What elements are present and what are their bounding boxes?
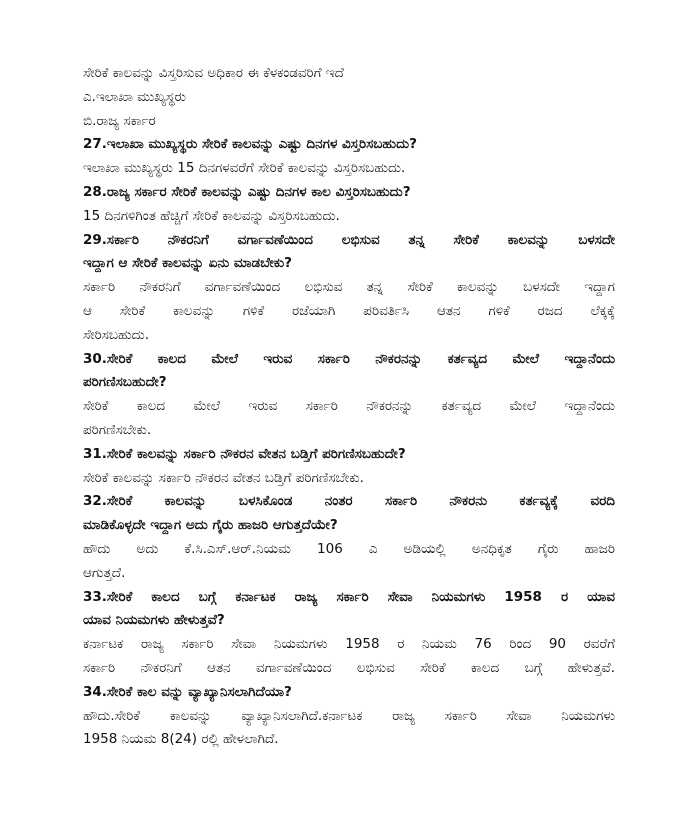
answer-line: ಎ.ಇಲಾಖಾ ಮುಖ್ಯಸ್ಥರು — [83, 88, 186, 105]
question-line: 28.ರಾಜ್ಯ ಸರ್ಕಾರ ಸೇರಿಕೆ ಕಾಲವನ್ನು ಎಷ್ಟು ದಿನಗಳ ಕಾಲ ವಿಸ್ತರಿಸಬಹುದು? — [83, 183, 411, 200]
question-line: 30.ಸೇರಿಕೆ ಕಾಲದ ಮೇಲೆ ಇರುವ ಸರ್ಕಾರಿ ನೌಕರನನ್ನು ಕರ್ತವ್ಯದ ಮೇಲೆ ಇದ್ದಾನೆಂದು — [83, 350, 615, 367]
question-line: 34.ಸೇರಿಕೆ ಕಾಲ ವನ್ನು ವ್ಯಾಖ್ಯಾನಿಸಲಾಗಿದೆಯಾ? — [83, 683, 292, 700]
question-line: ಇದ್ದಾಗ ಆ ಸೇರಿಕೆ ಕಾಲವನ್ನು ಏನು ಮಾಡಬೇಕು? — [83, 255, 292, 272]
answer-line: ಸೇರಿಕೆ ಕಾಲವನ್ನು ಸರ್ಕಾರಿ ನೌಕರನ ವೇತನ ಬಡ್ತಿಗೆ ಪರಿಗಣಿಸಬೇಕು. — [83, 469, 364, 486]
answer-line: ಪರಿಗಣಿಸಬೇಕು. — [83, 421, 152, 438]
answer-line: ಇಲಾಖಾ ಮುಖ್ಯಸ್ಥರು 15 ದಿನಗಳವರೆಗೆ ಸೇರಿಕೆ ಕಾಲವನ್ನು ವಿಸ್ತರಿಸಬಹುದು. — [83, 160, 406, 177]
question-line: ಪರಿಗಣಿಸಬಹುದೇ? — [83, 374, 167, 391]
question-line: ಮಾಡಿಕೊಳ್ಳದೇ ಇದ್ದಾಗ ಅದು ಗೈರು ಹಾಜರಿ ಆಗುತ್ತದೆಯೇ? — [83, 517, 338, 534]
question-line: 31.ಸೇರಿಕೆ ಕಾಲವನ್ನು ಸರ್ಕಾರಿ ನೌಕರನ ವೇತನ ಬಡ್ತಿಗೆ ಪರಿಗಣಿಸಬಹುದೇ? — [83, 445, 406, 462]
answer-line: ಕರ್ನಾಟಕ ರಾಜ್ಯ ಸರ್ಕಾರಿ ಸೇವಾ ನಿಯಮಗಳು 1958 ರ ನಿಯಮ 76 ರಿಂದ 90 ರವರೆಗೆ — [83, 636, 615, 653]
question-line: 27.ಇಲಾಖಾ ಮುಖ್ಯಸ್ಥರು ಸೇರಿಕೆ ಕಾಲವನ್ನು ಎಷ್ಟು ದಿನಗಳ ವಿಸ್ತರಿಸಬಹುದು? — [83, 136, 417, 153]
answer-line: ಹೌದು.ಸೇರಿಕೆ ಕಾಲವನ್ನು ವ್ಯಾಖ್ಯಾನಿಸಲಾಗಿದೆ.ಕರ್ನಾಟಕ ರಾಜ್ಯ ಸರ್ಕಾರಿ ಸೇವಾ ನಿಯಮಗಳು — [83, 707, 615, 724]
document-body — [83, 62, 615, 752]
answer-line: ಆ ಸೇರಿಕೆ ಕಾಲವನ್ನು ಗಳಿಕೆ ರಜೆಯಾಗಿ ಪರಿವರ್ತಿಸಿ ಆತನ ಗಳಿಕೆ ರಜದ ಲೆಕ್ಕಕ್ಕೆ — [83, 302, 615, 319]
answer-line: ಸರ್ಕಾರಿ ನೌಕರನಿಗೆ ವರ್ಗಾವಣೆಯಿಂದ ಲಭಿಸುವ ತನ್ನ ಸೇರಿಕೆ ಕಾಲವನ್ನು ಬಳಸದೇ ಇದ್ದಾಗ — [83, 279, 615, 296]
question-line: ಯಾವ ನಿಯಮಗಳು ಹೇಳುತ್ತವೆ? — [83, 612, 225, 629]
question-line: 29.ಸರ್ಕಾರಿ ನೌಕರನಿಗೆ ವರ್ಗಾವಣೆಯಿಂದ ಲಭಿಸುವ ತನ್ನ ಸೇರಿಕೆ ಕಾಲವನ್ನು ಬಳಸದೇ — [83, 231, 615, 248]
answer-line: 1958 ನಿಯಮ 8(24) ರಲ್ಲಿ ಹೇಳಲಾಗಿದೆ. — [83, 731, 279, 748]
question-line: 33.ಸೇರಿಕೆ ಕಾಲದ ಬಗ್ಗೆ ಕರ್ನಾಟಕ ರಾಜ್ಯ ಸರ್ಕಾರಿ ಸೇವಾ ನಿಯಮಗಳು 1958 ರ ಯಾವ — [83, 588, 615, 605]
answer-line: ಸೇರಿಕೆ ಕಾಲವನ್ನು ವಿಸ್ತರಿಸುವ ಅಧಿಕಾರ ಈ ಕೆಳಕಂಡವರಿಗೆ ಇದೆ — [83, 65, 344, 81]
answer-line: ಸೇರಿಕೆ ಕಾಲದ ಮೇಲೆ ಇರುವ ಸರ್ಕಾರಿ ನೌಕರನನ್ನು ಕರ್ತವ್ಯದ ಮೇಲೆ ಇದ್ದಾನೆಂದು — [83, 398, 615, 415]
answer-line: ಸರ್ಕಾರಿ ನೌಕರನಿಗೆ ಆತನ ವರ್ಗಾವಣೆಯಿಂದ ಲಭಿಸುವ ಸೇರಿಕೆ ಕಾಲದ ಬಗ್ಗೆ ಹೇಳುತ್ತವೆ. — [83, 659, 615, 676]
question-line: 32.ಸೇರಿಕೆ ಕಾಲವನ್ನು ಬಳಸಿಕೊಂಡ ನಂತರ ಸರ್ಕಾರಿ ನೌಕರನು ಕರ್ತವ್ಯಕ್ಕೆ ವರದಿ — [83, 493, 615, 510]
answer-line: ಆಗುತ್ತದೆ. — [83, 564, 126, 581]
answer-line: ಬಿ.ರಾಜ್ಯ ಸರ್ಕಾರ — [83, 112, 156, 129]
answer-line: ಸೇರಿಸಬಹುದು. — [83, 326, 149, 343]
answer-line: ಹೌದು ಅದು ಕೆ.ಸಿ.ಎಸ್.ಆರ್.ನಿಯಮ 106 ಎ ಅಡಿಯಲ್ಲಿ ಅನಧಿಕೃತ ಗೈರು ಹಾಜರಿ — [83, 540, 615, 557]
answer-line: 15 ದಿನಗಳಿಗಿಂತ ಹೆಚ್ಚಿಗೆ ಸೇರಿಕೆ ಕಾಲವನ್ನು ವಿಸ್ತರಿಸಬಹುದು. — [83, 207, 340, 224]
